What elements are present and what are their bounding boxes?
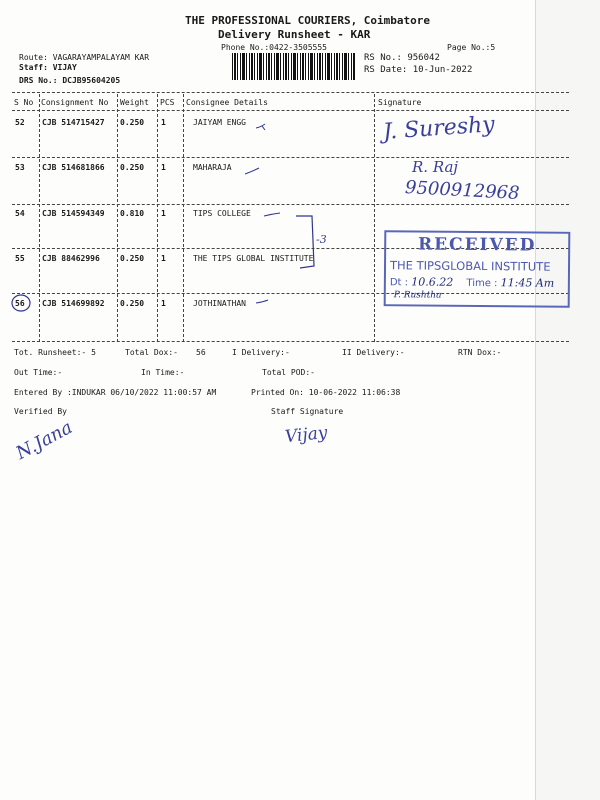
- phone-number: Phone No.:0422-3505555: [221, 43, 327, 52]
- page-number: Page No.:5: [447, 43, 496, 52]
- row-weight: 0.250: [120, 163, 145, 172]
- row-pcs: 1: [161, 254, 166, 263]
- row-consignment: CJB 514715427: [42, 118, 105, 127]
- row-weight: 0.250: [120, 254, 145, 263]
- total-pod: Total POD:-: [262, 368, 315, 377]
- route: Route: VAGARAYAMPALAYAM KAR: [19, 53, 150, 62]
- stamp-time-value: 11:45 Am: [500, 276, 555, 290]
- col-consignment: Consignment No: [41, 98, 109, 107]
- row-weight: 0.810: [120, 209, 145, 218]
- verified-by: Verified By: [14, 407, 67, 416]
- dash-mark-icon: [264, 213, 280, 216]
- row-consignment: CJB 514699892: [42, 299, 105, 308]
- printed-on: Printed On: 10-06-2022 11:06:38: [251, 388, 401, 397]
- out-time: Out Time:-: [14, 368, 63, 377]
- rs-date: RS Date: 10-Jun-2022: [364, 65, 473, 75]
- row-sno: 52: [15, 118, 25, 127]
- col-sno: S No: [14, 98, 34, 107]
- company-title: THE PROFESSIONAL COURIERS, Coimbatore: [185, 14, 431, 27]
- rs-number: RS No.: 956042: [364, 53, 440, 63]
- entered-by: Entered By :INDUKAR 06/10/2022 11:00:57 AM: [14, 388, 217, 397]
- drs-number: DRS No.: DCJB95604205: [19, 76, 121, 85]
- tick-mark-icon: [256, 124, 265, 130]
- row-consignment: CJB 88462996: [42, 254, 100, 263]
- staff-signature-label: Staff Signature: [271, 407, 344, 416]
- row-weight: 0.250: [120, 118, 145, 127]
- stamp-dt-label: Dt :: [389, 277, 409, 289]
- row-consignee: JOTHINATHAN: [193, 299, 246, 308]
- row-sno: 55: [15, 254, 25, 263]
- circle-mark-icon: [12, 295, 30, 311]
- tot-runsheet: Tot. Runsheet:- 5: [14, 348, 96, 357]
- ii-delivery: II Delivery:-: [342, 348, 405, 357]
- staff: Staff: VIJAY: [19, 63, 77, 72]
- i-delivery: I Delivery:-: [232, 348, 290, 357]
- col-weight: Weight: [120, 98, 149, 107]
- divider: [12, 341, 569, 342]
- row-consignee: TIPS COLLEGE: [193, 209, 251, 218]
- row-sno: 53: [15, 163, 25, 172]
- col-signature: Signature: [378, 98, 422, 107]
- bracket-note: -3: [316, 233, 327, 246]
- in-time: In Time:-: [141, 368, 185, 377]
- received-stamp: [384, 230, 571, 308]
- row-consignment: CJB 514594349: [42, 209, 105, 218]
- stamp-title: RECEIVED: [417, 234, 537, 256]
- row-consignment: CJB 514681866: [42, 163, 105, 172]
- verified-signature: N.Jana: [12, 417, 76, 464]
- stamp-time-label: Time :: [466, 277, 498, 290]
- dash-mark-icon: [245, 168, 259, 174]
- row-weight: 0.250: [120, 299, 145, 308]
- row-sno: 54: [15, 209, 25, 218]
- row-pcs: 1: [161, 163, 166, 172]
- signature-row-53-phone: 9500912968: [404, 177, 521, 204]
- total-dox-label: Total Dox:-: [125, 348, 178, 357]
- col-pcs: PCS: [160, 98, 175, 107]
- dash-mark-icon: [256, 300, 268, 303]
- row-pcs: 1: [161, 209, 166, 218]
- row-consignee: THE TIPS GLOBAL INSTITUTE: [193, 254, 314, 263]
- bracket-mark-icon: [296, 216, 314, 268]
- signature-row-53-name: R. Raj: [412, 158, 459, 176]
- staff-signature: Vijay: [284, 422, 329, 448]
- row-consignee: MAHARAJA: [193, 163, 232, 172]
- rtn-dox: RTN Dox:-: [458, 348, 502, 357]
- row-sno: 56: [15, 299, 25, 308]
- row-pcs: 1: [161, 118, 166, 127]
- stamp-dt-value: 10.6.22: [411, 275, 454, 289]
- stamp-by-value: P. Rushtha: [393, 290, 442, 301]
- row-pcs: 1: [161, 299, 166, 308]
- row-consignee: JAIYAM ENGG: [193, 118, 246, 127]
- total-dox-value: 56: [196, 348, 206, 357]
- stamp-date-line: [390, 275, 554, 289]
- col-consignee: Consignee Details: [186, 98, 268, 107]
- runsheet-subtitle: Delivery Runsheet - KAR: [218, 28, 371, 41]
- signature-row-52: J. Sureshy: [382, 112, 496, 145]
- stamp-org: THE TIPSGLOBAL INSTITUTE: [389, 258, 551, 274]
